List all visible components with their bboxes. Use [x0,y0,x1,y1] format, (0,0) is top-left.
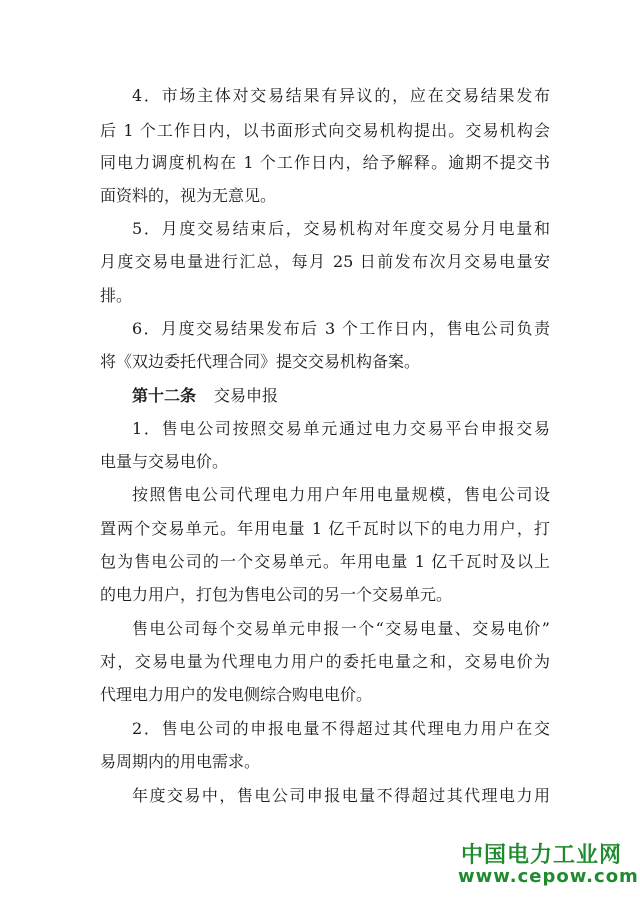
text-line: 包为售电公司的一个交易单元。年用电量 1 亿千瓦时及以上 [100,552,550,571]
text-line: 2．售电公司的申报电量不得超过其代理电力用户在交 [132,719,550,738]
text-line: 排。 [100,286,133,305]
text-line: 后 1 个工作日内，以书面形式向交易机构提出。交易机构会 [100,121,550,140]
text-line: 置两个交易单元。年用电量 1 亿千瓦时以下的电力用户，打 [100,519,550,538]
watermark-site-name: 中国电力工业网 [461,843,623,868]
watermark-site-url: www.cepow.com [458,866,639,887]
text-line: 5．月度交易结束后，交易机构对年度交易分月电量和 [132,219,550,238]
text-line: 按照售电公司代理电力用户年用电量规模，售电公司设 [132,485,550,504]
text-line: 的电力用户，打包为售电公司的另一个交易单元。 [100,585,453,604]
text-line: 将《双边委托代理合同》提交交易机构备案。 [100,352,421,371]
text-line: 售电公司每个交易单元申报一个“交易电量、交易电价” [132,619,550,638]
text-line: 年度交易中，售电公司申报电量不得超过其代理电力用 [132,786,550,805]
text-line: 4．市场主体对交易结果有异议的，应在交易结果发布 [132,86,550,105]
text-line: 对，交易电量为代理电力用户的委托电量之和，交易电价为 [100,652,550,671]
text-line: 同电力调度机构在 1 个工作日内，给予解释。逾期不提交书 [100,153,550,172]
article-heading [132,386,278,406]
text-line: 代理电力用户的发电侧综合购电电价。 [100,685,373,704]
text-line: 易周期内的用电需求。 [100,752,261,771]
text-line: 电量与交易电价。 [100,452,229,471]
article-title: 交易申报 [214,386,279,405]
text-line: 1．售电公司按照交易单元通过电力交易平台申报交易 [132,419,550,438]
article-number: 第十二条 [132,386,197,405]
text-line: 面资料的，视为无意见。 [100,186,277,205]
text-line: 6．月度交易结果发布后 3 个工作日内，售电公司负责 [132,319,550,338]
text-line: 月度交易电量进行汇总，每月 25 日前发布次月交易电量安 [100,252,550,271]
